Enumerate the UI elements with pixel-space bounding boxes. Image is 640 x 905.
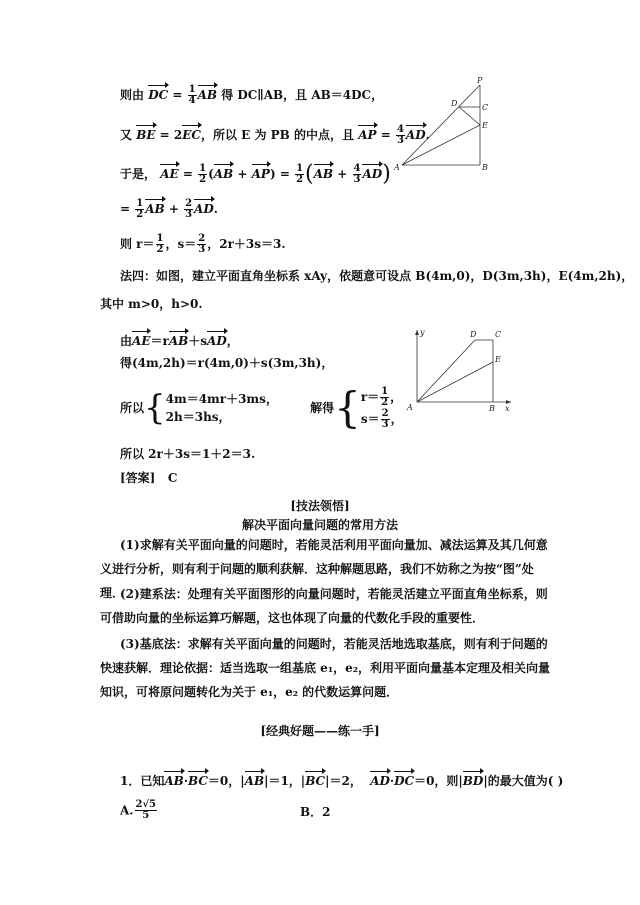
label-x: x <box>505 404 510 413</box>
fraction <box>198 164 207 185</box>
option-a[interactable] <box>120 800 158 821</box>
label-e: E <box>482 121 488 130</box>
segment-ae <box>417 362 493 402</box>
text: + <box>333 167 352 181</box>
text: + <box>233 167 252 181</box>
vector-ae: AE <box>160 163 178 182</box>
answer <box>120 470 177 486</box>
fraction <box>184 199 193 220</box>
paren-right: ) <box>382 161 391 187</box>
text: ) = <box>269 167 295 181</box>
text: ＋s <box>188 334 208 348</box>
num: 2√5 <box>135 799 156 810</box>
vector-ab: AB <box>245 770 264 789</box>
line-2 <box>120 124 430 146</box>
solution-s <box>361 408 403 430</box>
paragraph-3: (3)基底法：求解有关平面向量的问题时，若能灵活地选取基底，则有利于问题的快速获解．理论依据：适当选取一组基底 e₁，e₂，利用平面向量基本定理及相关向量知识，可将原问题转化为关于 e₁，e₂ 的代数运算问题． <box>100 637 550 699</box>
brace-left: { <box>144 388 166 428</box>
brace-left: { <box>334 383 361 432</box>
text: |的最大值为( ) <box>483 774 564 788</box>
num: 1 <box>296 163 304 174</box>
vector-ad: AD <box>362 163 382 182</box>
text: 又 <box>120 128 133 142</box>
paren-left: ( <box>305 161 314 187</box>
answer-label: [答案] <box>120 471 156 485</box>
num: 2 <box>185 198 193 209</box>
line-1 <box>120 84 383 106</box>
segment-ad <box>417 340 475 402</box>
text: 于是， <box>120 167 157 181</box>
label-d: D <box>470 330 477 339</box>
equation-2: 2h＝3hs， <box>165 410 231 424</box>
vector-ap: AP <box>358 124 376 143</box>
vector-ab: AB <box>198 84 217 103</box>
text: 得 DC∥AB，且 AB＝4DC， <box>221 88 384 102</box>
label-c: C <box>495 330 502 339</box>
label-a: A <box>394 163 400 172</box>
num: 1 <box>156 233 164 244</box>
label-e: E <box>495 355 501 364</box>
text: ，s＝ <box>165 237 197 251</box>
option-b[interactable]: B．2 <box>300 805 331 819</box>
line-4 <box>120 198 218 220</box>
practice-title: [经典好题——练一手] <box>260 724 380 738</box>
text: |＝2， <box>325 774 362 788</box>
den: 3 <box>381 419 389 430</box>
segment-ae <box>402 125 480 165</box>
solution-system <box>361 386 403 430</box>
vector-be: BE <box>136 124 155 143</box>
den: 3 <box>396 135 404 146</box>
vector-bc: BC <box>188 770 208 789</box>
fraction <box>381 409 390 430</box>
text: ，2r＋3s＝3. <box>207 237 286 251</box>
vector-ad: AD <box>406 124 426 143</box>
den: 2 <box>156 244 164 255</box>
den: 2 <box>136 209 144 220</box>
answer-value: C <box>167 471 178 485</box>
text: |＝1，| <box>264 774 306 788</box>
fraction <box>353 164 362 185</box>
line-8 <box>120 330 239 349</box>
text: r＝ <box>360 390 380 404</box>
text: = 2 <box>155 128 183 142</box>
vector-ad: AD <box>194 198 214 217</box>
vector-ab: AB <box>145 198 164 217</box>
vector-ab: AB <box>314 163 333 182</box>
question-1 <box>120 770 563 789</box>
text: ( <box>208 167 214 181</box>
text: ，所以 E 为 PB 的中点，且 <box>200 128 354 142</box>
line-6: 法四：如图，建立平面直角坐标系 xAy，依题意可设点 B(4m,0)，D(3m,3h)，E(4m,2h)， <box>120 269 634 283</box>
text: ， <box>390 390 403 404</box>
figure-1 <box>392 76 502 176</box>
den: 2 <box>381 397 389 408</box>
line-7: 其中 m>0，h>0. <box>100 297 203 311</box>
solution-r <box>361 386 403 408</box>
text: 则由 <box>120 88 145 102</box>
den: 5 <box>142 810 150 821</box>
vector-dc: DC <box>148 84 168 103</box>
label-p: P <box>477 76 483 85</box>
num: 1 <box>188 84 196 95</box>
vector-bc: BC <box>305 770 325 789</box>
num: 1 <box>199 163 207 174</box>
line-3 <box>120 163 391 185</box>
vector-ab: AB <box>164 770 183 789</box>
fraction <box>188 85 197 106</box>
num: 1 <box>381 386 389 397</box>
text: ＝0，| <box>207 774 245 788</box>
num: 2 <box>381 408 389 419</box>
num: 4 <box>353 163 361 174</box>
fraction <box>380 387 389 408</box>
text: + <box>164 202 184 216</box>
equation-1: 4m＝4mr＋3ms， <box>165 392 278 406</box>
text: = <box>376 128 395 142</box>
fraction <box>135 199 144 220</box>
text: = <box>120 202 135 216</box>
line-11: 所以 2r＋3s＝1＋2＝3. <box>120 447 256 461</box>
num: 1 <box>136 198 144 209</box>
fraction <box>156 234 165 255</box>
label-d: D <box>451 99 458 108</box>
fraction <box>295 164 304 185</box>
label-y: y <box>420 328 425 337</box>
y-axis-arrow <box>415 330 419 335</box>
figure-2 <box>405 327 515 417</box>
vector-bd: BD <box>463 770 484 789</box>
segment-ap <box>402 85 480 165</box>
label-c: C <box>482 103 489 112</box>
label-b: B <box>482 163 488 172</box>
option-a-fraction <box>135 800 158 821</box>
paragraph-2: (2)建系法：处理有关平面图形的向量问题时，若能灵活建立平面直角坐标系，则可借助向量的坐标运算巧解题，这也体现了向量的代数化手段的重要性． <box>100 587 548 625</box>
text: ＝0，则| <box>414 774 463 788</box>
tips-subtitle: 解决平面向量问题的常用方法 <box>241 518 398 532</box>
vector-dc: DC <box>394 770 414 789</box>
label-b: B <box>489 404 495 413</box>
text: ， <box>390 412 403 426</box>
den: 3 <box>353 174 361 185</box>
den: 2 <box>296 174 304 185</box>
den: 3 <box>198 244 206 255</box>
option-a-label: A. <box>120 803 134 818</box>
vector-ad: AD <box>370 770 390 789</box>
den: 2 <box>199 174 207 185</box>
num: 2 <box>198 233 206 244</box>
line-10 <box>120 383 403 432</box>
den: 3 <box>185 209 193 220</box>
equation-system <box>166 390 278 426</box>
paragraph-1: (1)求解有关平面向量的问题时，若能灵活利用平面向量加、减法运算及其几何意义进行分析，则有利于问题的顺利获解．这种解题思路，我们不妨称之为按“图”处理． <box>100 538 548 600</box>
vector-ap: AP <box>252 163 270 182</box>
segment-de <box>459 107 480 125</box>
text: = <box>178 167 198 181</box>
vector-ae: AE <box>132 330 150 349</box>
text: · <box>389 774 395 788</box>
text: 解得 <box>310 401 335 415</box>
text: ， <box>226 334 239 348</box>
den: 4 <box>188 95 196 106</box>
text: 由 <box>120 334 133 348</box>
text: 所以 <box>120 401 145 415</box>
text: 则 r＝ <box>120 237 155 251</box>
num: 4 <box>396 124 404 135</box>
text: s＝ <box>360 412 380 426</box>
text: · <box>183 774 188 788</box>
text: = <box>168 88 187 102</box>
text: . <box>425 128 430 142</box>
text: 1．已知 <box>120 774 165 788</box>
fraction <box>197 234 206 255</box>
line-9: 得(4m,2h)＝r(4m,0)＋s(3m,3h)， <box>120 356 334 370</box>
vector-ab: AB <box>214 163 233 182</box>
vector-ad: AD <box>207 330 227 349</box>
text: ＝r <box>150 334 169 348</box>
vector-ab: AB <box>169 330 188 349</box>
line-5 <box>120 234 286 255</box>
vector-ec: EC <box>182 124 201 143</box>
label-a: A <box>407 403 413 412</box>
tips-title: [技法领悟] <box>290 499 350 513</box>
text: . <box>213 202 218 216</box>
